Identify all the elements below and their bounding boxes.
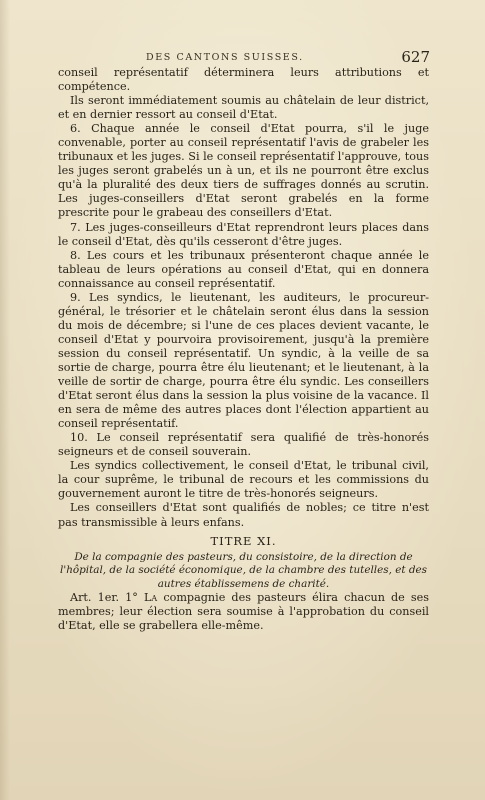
article-lead-word: La [143, 591, 158, 605]
page-number: 627 [401, 48, 430, 66]
paragraph: 7. Les juges-conseilleurs d'Etat reprendront leurs places dans le conseil d'Etat, dès qu'ils cesseront d'être juges. [58, 220, 429, 248]
section-title: TITRE XI. [210, 533, 277, 548]
paragraph: Les conseillers d'Etat sont qualifiés de nobles; ce titre n'est pas transmissible à leurs enfans. [58, 501, 429, 529]
paragraph: 10. Le conseil représentatif sera qualifié de très-honorés seigneurs et de conseil souverain. [58, 431, 429, 459]
paragraph: 8. Les cours et les tribunaux présenteront chaque année le tableau de leurs opérations au conseil d'Etat, qui en donnera connaissance au conseil représentatif. [58, 248, 429, 290]
article-paragraph [58, 591, 429, 633]
article-number: Art. 1er. 1° [70, 591, 138, 605]
paragraph: Les syndics collectivement, le conseil d'Etat, le tribunal civil, la cour suprême, le tribunal de recours et les commissions du gouvernement auront le titre de très-honorés seigneurs. [58, 459, 429, 501]
section-subtitle: De la compagnie des pasteurs, du consistoire, de la direction de l'hôpital, de la société économique, de la chambre des tutelles, et des autres établissemens de charité. [60, 550, 427, 590]
paragraph: 9. Les syndics, le lieutenant, les auditeurs, le procureur-général, le trésorier et le châtelain seront élus dans la session du mois de décembre; si l'une de ces places devient vacante, le conseil d'Etat y pourvoira provisoirement, jusqu'à la première session du conseil représentatif. Un syndic, à la veille de sa sortie de charge, pourra être élu lieutenant; et le lieutenant, à la veille de sortir de charge, pourra être élu syndic. Les conseillers d'Etat seront élus dans la session la plus voisine de la vacance. Il en sera de même des autres places dont l'élection appartient au conseil représentatif. [58, 290, 429, 431]
paragraph: 6. Chaque année le conseil d'Etat pourra, s'il le juge convenable, porter au conseil représentatif l'avis de grabeler les tribunaux et les juges. Si le conseil représentatif l'approuve, tous les juges seront grabelés un à un, et ils ne pourront être exclus qu'à la pluralité des deux tiers de suffrages donnés au scrutin. Les juges-conseillers d'Etat seront grabelés en la forme prescrite pour le grabeau des conseillers d'Etat. [58, 122, 429, 220]
paragraph: conseil représentatif déterminera leurs attributions et compétence. [58, 66, 429, 94]
running-title: DES CANTONS SUISSES. [146, 52, 304, 63]
body-text [58, 66, 429, 633]
paragraph: Ils seront immédiatement soumis au châtelain de leur district, et en dernier ressort au conseil d'Etat. [58, 94, 429, 122]
article-text: compagnie des pasteurs élira chacun de ses membres; leur élection sera soumise à l'approbation du conseil d'Etat, elle se grabellera elle-même. [58, 591, 430, 633]
